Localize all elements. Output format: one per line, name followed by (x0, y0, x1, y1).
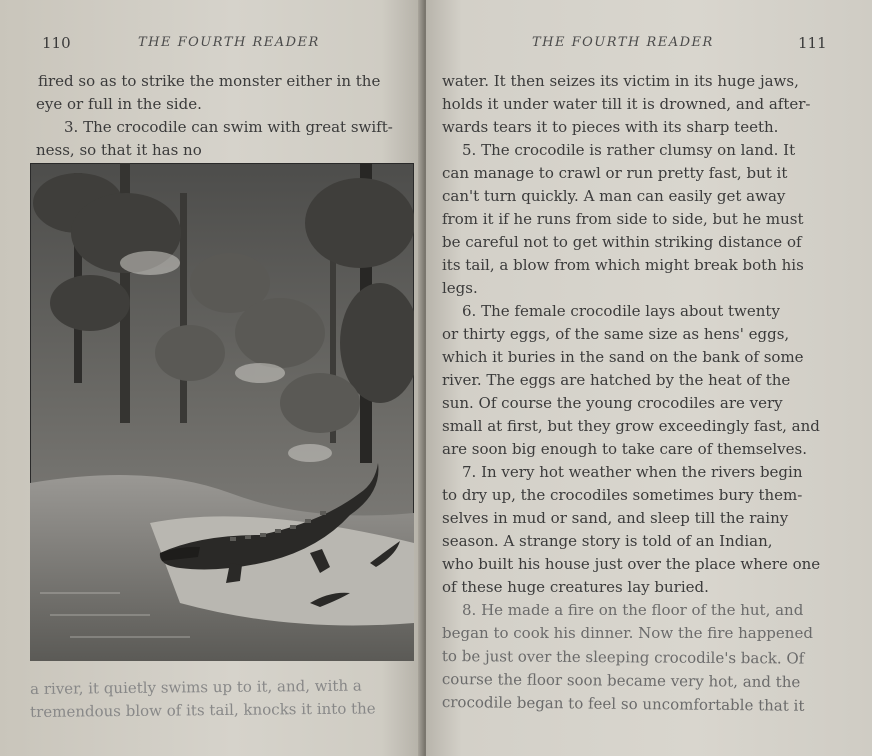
text-line: from it if he runs from side to side, but he must (442, 210, 804, 228)
left-page (0, 0, 424, 756)
text-line: legs. (442, 279, 478, 297)
text-line: 7. In very hot weather when the rivers begin (462, 463, 803, 481)
text-line: which it buries in the sand on the bank of some (442, 348, 804, 366)
text-line: to be just over the sleeping crocodile's back. Of (441, 647, 805, 668)
text-line: water. It then seizes its victim in its huge jaws, (442, 72, 799, 90)
text-line: small at first, but they grow exceedingly fast, and (442, 417, 820, 435)
text-line: or thirty eggs, of the same size as hens' eggs, (442, 325, 790, 343)
text-line: its tail, a blow from which might break both his (442, 256, 804, 274)
text-line: 5. The crocodile is rather clumsy on land. It (462, 141, 796, 159)
right-page-number: 111 (798, 34, 827, 52)
text-line: 3. The crocodile can swim with great swift- (64, 118, 393, 136)
text-line: ness, so that it has no (36, 141, 202, 159)
text-line: 6. The female crocodile lays about twenty (462, 302, 780, 320)
text-line: 8. He made a fire on the floor of the hut, and (462, 601, 804, 619)
text-line: can't turn quickly. A man can easily get away (442, 187, 786, 205)
text-line: a river, it quietly swims up to it, and, with a (30, 676, 362, 698)
text-line: crocodile began to feel so uncomfortable that it (441, 693, 805, 715)
text-line: eye or full in the side. (36, 95, 202, 113)
crocodile-jungle-engraving (30, 163, 414, 661)
text-line: course the floor soon became very hot, and the (441, 670, 801, 692)
text-line: of these huge creatures lay buried. (442, 578, 709, 596)
left-page-number: 110 (42, 34, 71, 52)
text-line: tremendous blow of its tail, knocks it into the (30, 699, 376, 721)
text-line: selves in mud or sand, and sleep till the rainy (442, 509, 789, 527)
text-line: to dry up, the crocodiles sometimes bury them- (442, 486, 803, 504)
text-line: are soon big enough to take care of themselves. (442, 440, 807, 458)
right-running-head: THE FOURTH READER (532, 35, 714, 50)
text-line: be careful not to get within striking distance of (442, 233, 802, 251)
text-line: who built his house just over the place where one (442, 555, 821, 573)
text-line: fired so as to strike the monster either in the (38, 72, 381, 90)
text-line: began to cook his dinner. Now the fire happened (442, 624, 813, 642)
text-line: season. A strange story is told of an Indian, (442, 532, 773, 550)
text-line: sun. Of course the young crocodiles are very (442, 394, 783, 412)
left-running-head: THE FOURTH READER (138, 35, 320, 50)
text-line: river. The eggs are hatched by the heat of the (442, 371, 791, 389)
crocodile-illustration (30, 163, 414, 661)
text-line: holds it under water till it is drowned, and after- (442, 95, 811, 113)
text-line: can manage to crawl or run pretty fast, but it (442, 164, 788, 182)
right-page (426, 0, 872, 756)
text-line: wards tears it to pieces with its sharp teeth. (442, 118, 779, 136)
